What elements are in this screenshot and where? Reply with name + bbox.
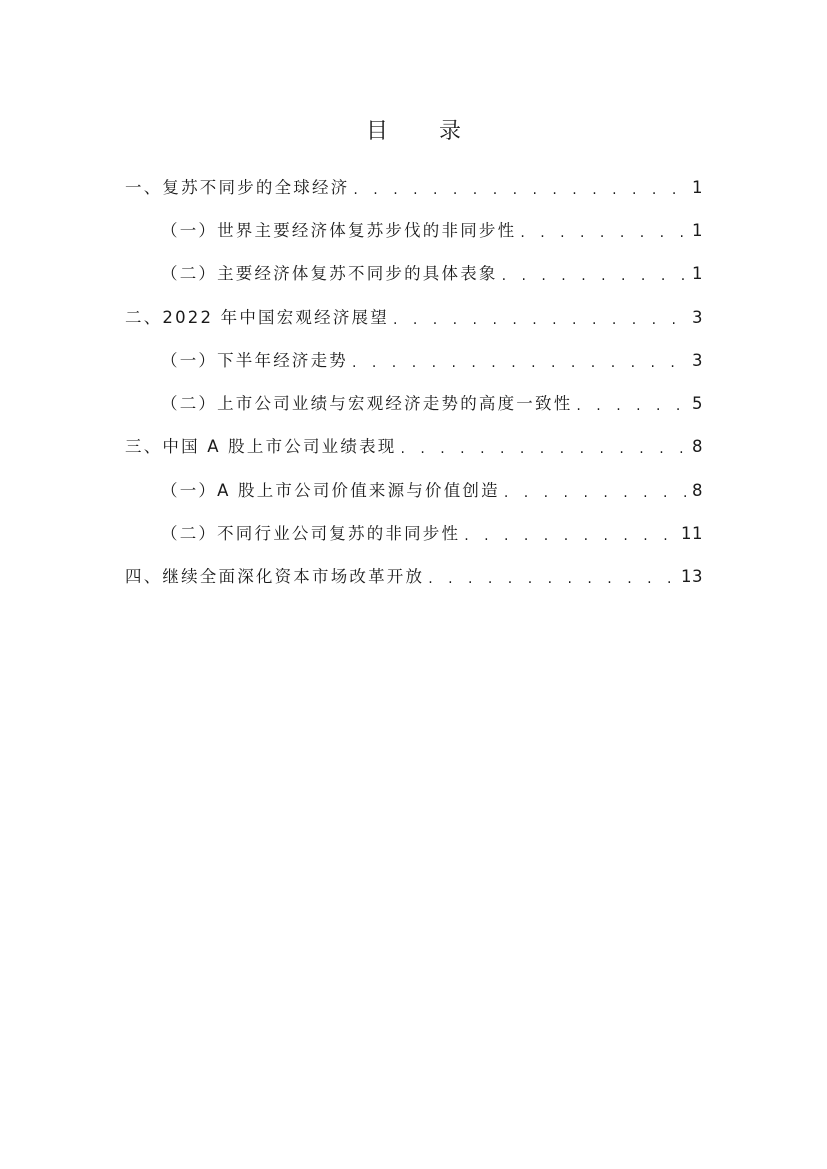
toc-page-number: 8 [692, 480, 703, 500]
toc-dot-leader [464, 525, 677, 547]
toc-title: 目 录 [366, 119, 483, 144]
toc-entry[interactable] [125, 556, 703, 599]
toc-entry-text: 四、继续全面深化资本市场改革开放 [125, 567, 425, 587]
toc-dot-leader [428, 568, 677, 590]
toc-page-number: 8 [692, 437, 703, 457]
toc-entry[interactable] [125, 382, 703, 425]
toc-entry[interactable] [125, 469, 703, 512]
toc-entry[interactable] [125, 296, 703, 339]
toc-entry-text: （二）主要经济体复苏不同步的具体表象 [161, 264, 498, 284]
toc-page-number: 13 [681, 567, 703, 587]
toc-entry[interactable] [125, 426, 703, 469]
toc-entry-text: （一）世界主要经济体复苏步伐的非同步性 [161, 220, 517, 240]
toc-entry-text: （一）下半年经济走势 [161, 350, 348, 370]
toc-page-number: 1 [692, 264, 703, 284]
toc-dot-leader [393, 309, 688, 331]
toc-entry[interactable] [125, 166, 703, 209]
toc-entry-text: （二）上市公司业绩与宏观经济走势的高度一致性 [161, 394, 573, 414]
toc-entry[interactable] [125, 209, 703, 252]
toc-page-number: 1 [692, 220, 703, 240]
toc-dot-leader [353, 179, 688, 201]
toc-dot-leader [352, 352, 688, 374]
toc-dot-leader [520, 222, 688, 244]
toc-list [125, 166, 703, 599]
toc-entry[interactable] [125, 253, 703, 296]
toc-entry-text: 二、2022 年中国宏观经济展望 [125, 307, 389, 327]
toc-entry[interactable] [125, 339, 703, 382]
toc-entry-text: 一、复苏不同步的全球经济 [125, 177, 350, 197]
toc-entry-text: 三、中国 A 股上市公司业绩表现 [125, 437, 397, 457]
toc-page-number: 11 [681, 524, 703, 544]
toc-entry-text: （二）不同行业公司复苏的非同步性 [161, 524, 461, 544]
toc-dot-leader [502, 265, 688, 287]
toc-dot-leader [504, 482, 688, 504]
toc-page-number: 5 [692, 394, 703, 414]
toc-dot-leader [400, 438, 688, 460]
toc-entry[interactable] [125, 512, 703, 555]
toc-page-number: 3 [692, 307, 703, 327]
toc-page-number: 3 [692, 350, 703, 370]
toc-page-number: 1 [692, 177, 703, 197]
toc-dot-leader [576, 395, 688, 417]
toc-entry-text: （一）A 股上市公司价值来源与价值创造 [161, 480, 500, 500]
